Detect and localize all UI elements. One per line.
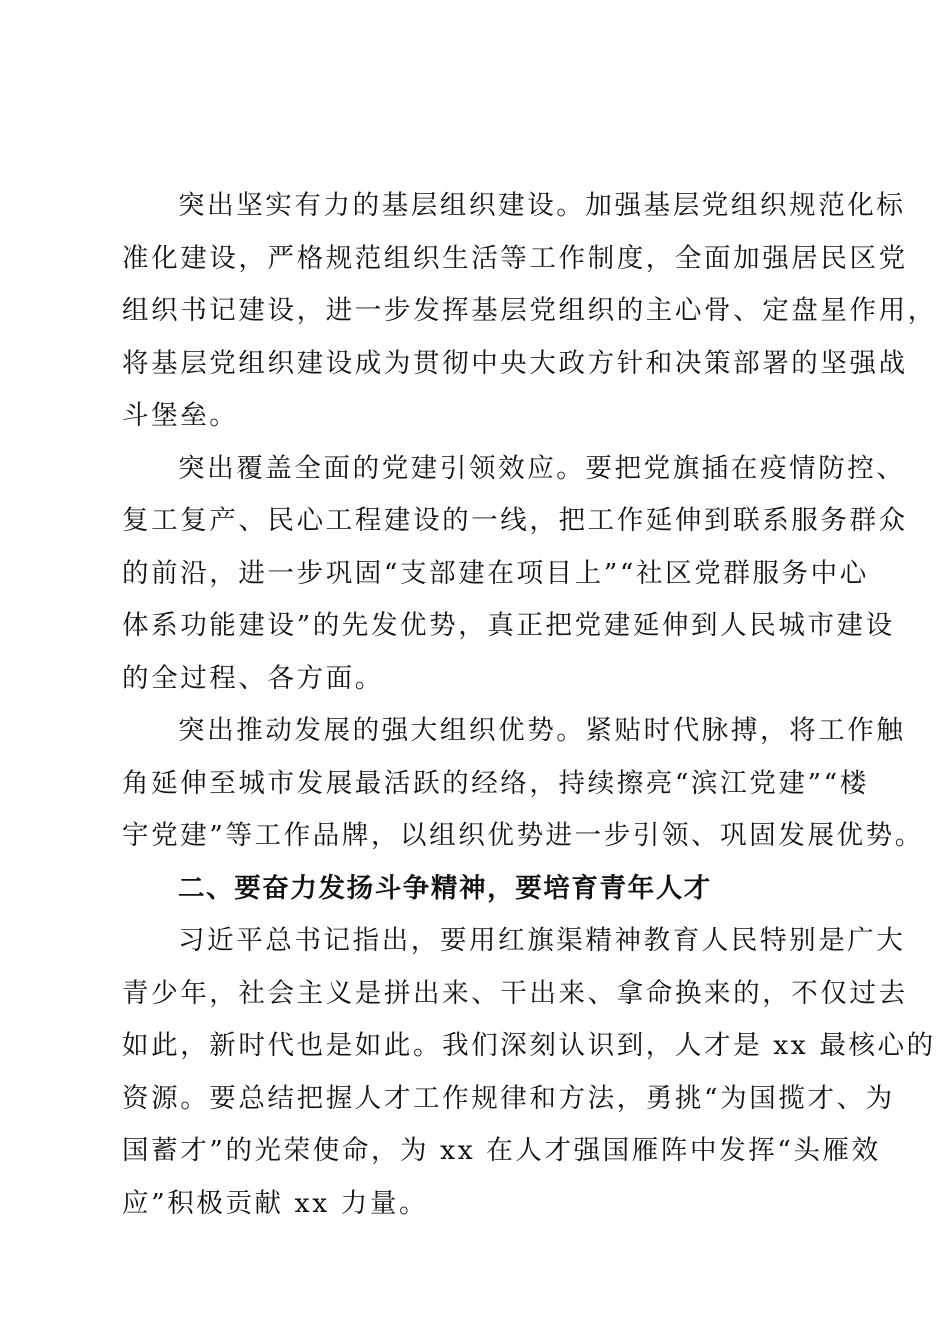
paragraph-1-line-5: 斗堡垒。 — [122, 400, 239, 431]
paragraph-2-line-2: 复工复产、民心工程建设的一线，把工作延伸到联系服务群众 — [122, 505, 908, 536]
document-body — [122, 180, 937, 1230]
paragraph-4-line-3: 如此，新时代也是如此。我们深刻认识到，人才是 xx 最核心的 — [122, 1030, 936, 1061]
paragraph-3-line-2: 角延伸至城市发展最活跃的经络，持续擦亮“滨江党建”“楼 — [122, 767, 869, 799]
paragraph-4-line-1: 习近平总书记指出，要用红旗渠精神教育人民特别是广大 — [178, 925, 906, 956]
section-heading: 二、要奋力发扬斗争精神，要培育青年人才 — [178, 872, 712, 904]
paragraph-1-line-1: 突出坚实有力的基层组织建设。加强基层党组织规范化标 — [178, 190, 906, 221]
paragraph-4-line-6: 应”积极贡献 xx 力量。 — [122, 1187, 429, 1219]
paragraph-4-line-2: 青少年，社会主义是拼出来、干出来、拿命换来的，不仅过去 — [122, 977, 908, 1009]
paragraph-2-line-3: 的前沿，进一步巩固“支部建在项目上”“社区党群服务中心 — [122, 557, 869, 589]
paragraph-1-line-3: 组织书记建设，进一步发挥基层党组织的主心骨、定盘星作用， — [122, 295, 937, 326]
paragraph-1-line-4: 将基层党组织建设成为贯彻中央大政方针和决策部署的坚强战 — [122, 347, 908, 379]
paragraph-2-line-4: 体系功能建设”的先发优势，真正把党建延伸到人民城市建设 — [122, 610, 895, 641]
paragraph-2-line-5: 的全过程、各方面。 — [122, 662, 384, 694]
paragraph-1-line-2: 准化建设，严格规范组织生活等工作制度，全面加强居民区党 — [122, 242, 908, 274]
paragraph-3-line-3: 宇党建”等工作品牌，以组织优势进一步引领、巩固发展优势。 — [122, 820, 924, 851]
paragraph-4-line-5: 国蓄才”的光荣使命，为 xx 在人才强国雁阵中发挥“头雁效 — [122, 1135, 881, 1166]
paragraph-4-line-4: 资源。要总结把握人才工作规律和方法，勇挑“为国揽才、为 — [122, 1082, 895, 1114]
paragraph-2-line-1: 突出覆盖全面的党建引领效应。要把党旗插在疫情防控、 — [178, 452, 906, 484]
paragraph-3-line-1: 突出推动发展的强大组织优势。紧贴时代脉搏，将工作触 — [178, 715, 906, 746]
